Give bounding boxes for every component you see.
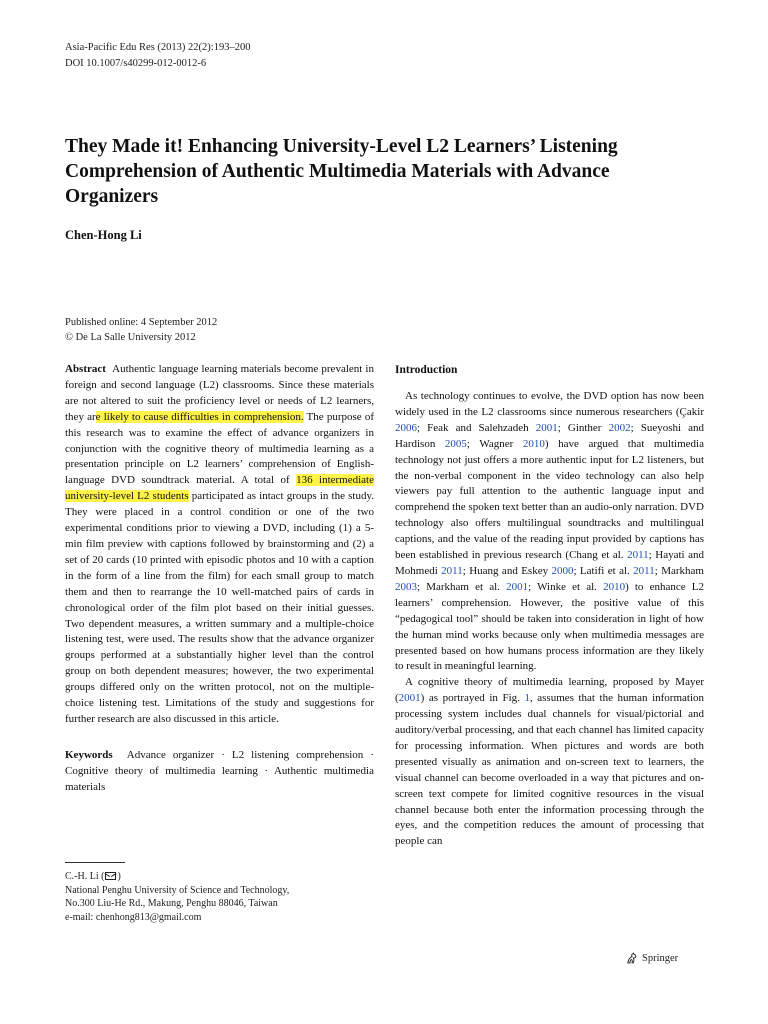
citation-link[interactable]: 2010 — [522, 437, 545, 450]
text: ) — [117, 871, 121, 882]
citation-link[interactable]: 2000 — [551, 564, 574, 577]
abstract — [65, 362, 374, 728]
email[interactable]: e-mail: chenhong813@gmail.com — [65, 911, 202, 923]
text: ; Huang and Eskey — [462, 564, 552, 577]
publisher-name: Springer — [642, 952, 679, 964]
published-online: Published online: 4 September 2012 — [65, 317, 218, 328]
abstract-label: Abstract — [65, 363, 106, 375]
article-title: They Made it! Enhancing University-Level L2 Learners’ Listening Comprehension of Authentic Multimedia Materials with Advance Organizers — [65, 136, 618, 207]
citation-link[interactable]: 2001 — [398, 692, 421, 705]
text: ; Ginther — [557, 421, 609, 434]
text: As technology continues to evolve, the DVD option has now been widely used in the L2 classrooms since numerous researchers (Çakir — [395, 390, 704, 418]
publication-info — [65, 315, 217, 345]
text: , assumes that the human information processing system includes dual channels for visual/pictorial and auditory/verbal processing, and that each channel has limited capacity for processing information. When pictures and words are both presented visually as animation and on-screen text to learners, the visual channel can become overloaded in a way that pictures and on-screen text compete for limited cognitive resources in the visual channel because both enter the information processing through the eyes, and the competition reduces the amount of processing that people can — [395, 692, 704, 848]
left-column — [65, 362, 374, 796]
footnote-divider — [65, 862, 125, 863]
right-column — [395, 362, 704, 850]
journal-citation: Asia-Pacific Edu Res (2013) 22(2):193–200 — [65, 42, 251, 53]
text: ) to enhance L2 learners’ comprehension. However, the positive value of this “pedagogical tool” should be taken into consideration in light of how the human mind works because only when multimedia messages are presented based on how humans process information are they likely to result in meaningful learning. — [395, 580, 704, 673]
citation-link[interactable]: 2011 — [441, 564, 463, 577]
abstract-text: The purpose of this research was to examine the effect of advance organizers in conjunction with the cognitive theory of multimedia learning as a presentation principle on L2 learners’ comprehension of English-language DVD soundtrack material. A total of — [65, 410, 374, 487]
text: ) as portrayed in Fig. — [420, 692, 525, 705]
envelope-icon — [105, 872, 116, 880]
keywords — [65, 748, 374, 796]
citation-link[interactable]: 2001 — [506, 580, 529, 593]
citation-link[interactable]: 2011 — [633, 564, 655, 577]
text: ; Markham et al. — [417, 580, 507, 593]
journal-header — [65, 40, 250, 72]
abstract-text: Authentic language learning materials become prevalent in foreign and second language (L2) classrooms. Since these materials are not altered to suit the proficiency level or needs of L2 learners, they ar — [65, 363, 374, 423]
text: ; Hayati and Mohmedi — [395, 549, 704, 577]
keywords-text: Advance organizer · L2 listening comprehension · Cognitive theory of multimedia learning · Authentic multimedia materials — [65, 748, 375, 793]
address: No.300 Liu-He Rd., Makung, Penghu 88046, Taiwan — [65, 898, 278, 909]
author-affiliation — [65, 870, 289, 924]
citation-link[interactable]: 2005 — [444, 437, 467, 450]
corresponding-author — [65, 870, 289, 884]
copyright: © De La Salle University 2012 — [65, 332, 196, 343]
citation-link[interactable]: 2001 — [535, 421, 558, 434]
figure-link[interactable]: 1 — [524, 692, 530, 705]
text: ; Winke et al. — [528, 580, 604, 593]
text: ; Feak and Salehzadeh — [417, 421, 536, 434]
introduction-heading: Introduction — [395, 364, 458, 376]
keywords-label: Keywords — [65, 748, 113, 761]
abstract-text: participated as intact groups in the study. They were placed in a control condition or one of the two experimental conditions prior to viewing a DVD, including (1) a 5-min film preview with captions followed by brainstorming and (2) a set of 20 cards (10 printed with episodic photos and 10 with a caption in the form of a line from the film) for each small group to match them and then to rearrange the 10 well-matched pairs of cards in chronological order of the film plot based on their initial guesses. Two dependent measures, a written summary and a multiple-choice listening test, were used. The results show that the advance organizer groups performed at a substantially higher level than the control group on both dependent measures; however, the two experimental groups differed only on the written protocol, not on the multiple-choice listening test. Limitations of the study and suggestions for further research are also discussed in this article. — [65, 490, 375, 725]
highlight-difficulties: e likely to cause difficulties in comprehension. — [95, 410, 304, 423]
text: ; Latifi et al. — [573, 564, 634, 577]
citation-link[interactable]: 2003 — [395, 580, 417, 593]
text: ; Markham — [654, 564, 704, 577]
intro-paragraph-1 — [395, 389, 704, 675]
text: ; Wagner — [466, 437, 523, 450]
springer-horse-icon — [625, 951, 639, 965]
citation-link[interactable]: 2011 — [627, 549, 649, 562]
citation-link[interactable]: 2010 — [603, 580, 626, 593]
citation-link[interactable]: 2002 — [608, 421, 631, 434]
doi[interactable]: DOI 10.1007/s40299-012-0012-6 — [65, 58, 207, 69]
text: C.-H. Li ( — [65, 871, 105, 882]
intro-paragraph-2 — [395, 675, 704, 850]
text: ; Sueyoshi and Hardison — [395, 421, 704, 450]
citation-link[interactable]: 2006 — [395, 421, 417, 434]
publisher-logo — [625, 951, 678, 965]
text: A cognitive theory of multimedia learning, proposed by Mayer ( — [395, 676, 704, 705]
institution: National Penghu University of Science and Technology, — [65, 884, 290, 896]
author-name: Chen-Hong Li — [65, 228, 142, 242]
highlight-students: 136 intermediate university-level L2 students — [65, 474, 374, 503]
text: ) have argued that multimedia technology not just offers a more authentic input for L2 listeners, but the non-verbal component in the video technology can also help viewers pay full attention to the authentic language input and comprehend the spoken text better than an audio-only narration. DVD technology also offers multilingual soundtracks and multilingual captions, and the value of the reading input provided by captions has been established in previous research (Chang et al. — [395, 437, 704, 562]
